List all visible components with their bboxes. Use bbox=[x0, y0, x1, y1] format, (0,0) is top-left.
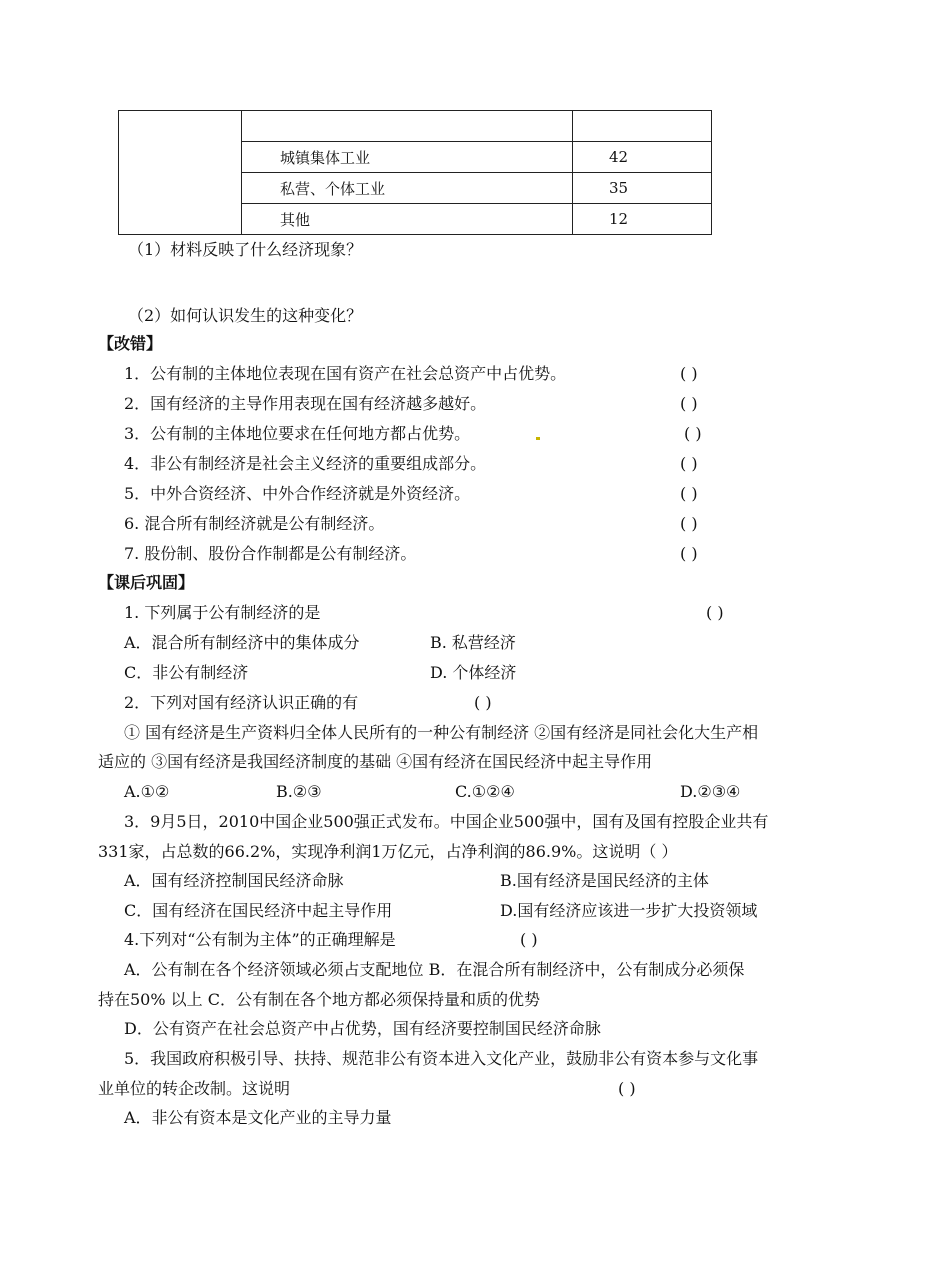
correction-item: 5．中外合资经济、中外合作经济就是外资经济。 bbox=[124, 484, 471, 503]
section-heading-review: 【课后巩固】 bbox=[98, 573, 195, 592]
answer-bracket: ( ) bbox=[680, 394, 698, 413]
section-heading-correction: 【改错】 bbox=[98, 334, 163, 353]
material-question-2: （2）如何认识发生的这种变化？ bbox=[128, 306, 363, 325]
question-2-line: ① 国有经济是生产资料归全体人民所有的一种公有制经济 ②国有经济是同社会化大生产相 bbox=[124, 723, 759, 742]
table-cell-value: 42 bbox=[573, 142, 712, 173]
answer-bracket: ( ) bbox=[706, 603, 724, 622]
correction-item: 6. 混合所有制经济就是公有制经济。 bbox=[124, 514, 385, 533]
material-question-1: （1）材料反映了什么经济现象？ bbox=[128, 240, 363, 259]
stray-mark bbox=[536, 437, 540, 440]
table-cell-name: 私营、个体工业 bbox=[242, 173, 573, 204]
table-cell-name: 城镇集体工业 bbox=[242, 142, 573, 173]
answer-bracket: ( ) bbox=[680, 514, 698, 533]
option-a: A．混合所有制经济中的集体成分 bbox=[124, 633, 360, 652]
answer-bracket: ( ) bbox=[684, 424, 702, 443]
answer-bracket: ( ) bbox=[474, 693, 492, 712]
question-5-line: 5．我国政府积极引导、扶持、规范非公有资本进入文化产业，鼓励非公有资本参与文化事 bbox=[124, 1049, 759, 1068]
option-b: B.②③ bbox=[276, 782, 322, 801]
question-4-line: 持在50% 以上 C．公有制在各个地方都必须保持量和质的优势 bbox=[98, 990, 540, 1009]
question-2-line: 适应的 ③国有经济是我国经济制度的基础 ④国有经济在国民经济中起主导作用 bbox=[98, 752, 653, 771]
option-d: D.国有经济应该进一步扩大投资领域 bbox=[500, 901, 758, 920]
data-table bbox=[118, 110, 712, 235]
table-cell-name: 其他 bbox=[242, 204, 573, 235]
table-cell-value bbox=[573, 111, 712, 142]
option-c: C.①②④ bbox=[455, 782, 515, 801]
option-b: B. 私营经济 bbox=[430, 633, 516, 652]
answer-bracket: ( ) bbox=[520, 930, 538, 949]
table-cell-name bbox=[242, 111, 573, 142]
table-row bbox=[119, 111, 712, 142]
table-cell-value: 35 bbox=[573, 173, 712, 204]
answer-bracket: ( ) bbox=[680, 364, 698, 383]
option-d: D. 个体经济 bbox=[430, 663, 517, 682]
question-2-stem: 2．下列对国有经济认识正确的有 bbox=[124, 693, 359, 712]
answer-bracket: ( ) bbox=[680, 484, 698, 503]
option-a: A.①② bbox=[124, 782, 170, 801]
correction-item: 4．非公有制经济是社会主义经济的重要组成部分。 bbox=[124, 454, 487, 473]
table-category-cell bbox=[119, 111, 242, 235]
question-5-line: 业单位的转企改制。这说明 bbox=[98, 1079, 291, 1098]
table-cell-value: 12 bbox=[573, 204, 712, 235]
option-c: C．国有经济在国民经济中起主导作用 bbox=[124, 901, 393, 920]
correction-item: 2．国有经济的主导作用表现在国有经济越多越好。 bbox=[124, 394, 487, 413]
answer-bracket: ( ) bbox=[618, 1079, 636, 1098]
question-4-stem: 4.下列对“公有制为主体”的正确理解是 bbox=[124, 930, 396, 949]
option-a: A．国有经济控制国民经济命脉 bbox=[124, 871, 344, 890]
option-a: A．非公有资本是文化产业的主导力量 bbox=[124, 1108, 392, 1127]
question-4-line: D．公有资产在社会总资产中占优势，国有经济要控制国民经济命脉 bbox=[124, 1019, 601, 1038]
answer-bracket: ( ) bbox=[680, 544, 698, 563]
option-b: B.国有经济是国民经济的主体 bbox=[500, 871, 709, 890]
question-1-stem: 1. 下列属于公有制经济的是 bbox=[124, 603, 321, 622]
answer-bracket: ( ) bbox=[680, 454, 698, 473]
option-c: C．非公有制经济 bbox=[124, 663, 249, 682]
question-3-line: 331家，占总数的66.2%，实现净利润1万亿元，占净利润的86.9%。这说明（ ） bbox=[98, 842, 678, 861]
correction-item: 3．公有制的主体地位要求在任何地方都占优势。 bbox=[124, 424, 471, 443]
correction-item: 7. 股份制、股份合作制都是公有制经济。 bbox=[124, 544, 417, 563]
question-3-line: 3．9月5日，2010中国企业500强正式发布。中国企业500强中，国有及国有控股企业共有 bbox=[124, 812, 769, 831]
option-d: D.②③④ bbox=[680, 782, 741, 801]
question-4-line: A．公有制在各个经济领域必须占支配地位 B．在混合所有制经济中，公有制成分必须保 bbox=[124, 960, 745, 979]
correction-item: 1．公有制的主体地位表现在国有资产在社会总资产中占优势。 bbox=[124, 364, 567, 383]
